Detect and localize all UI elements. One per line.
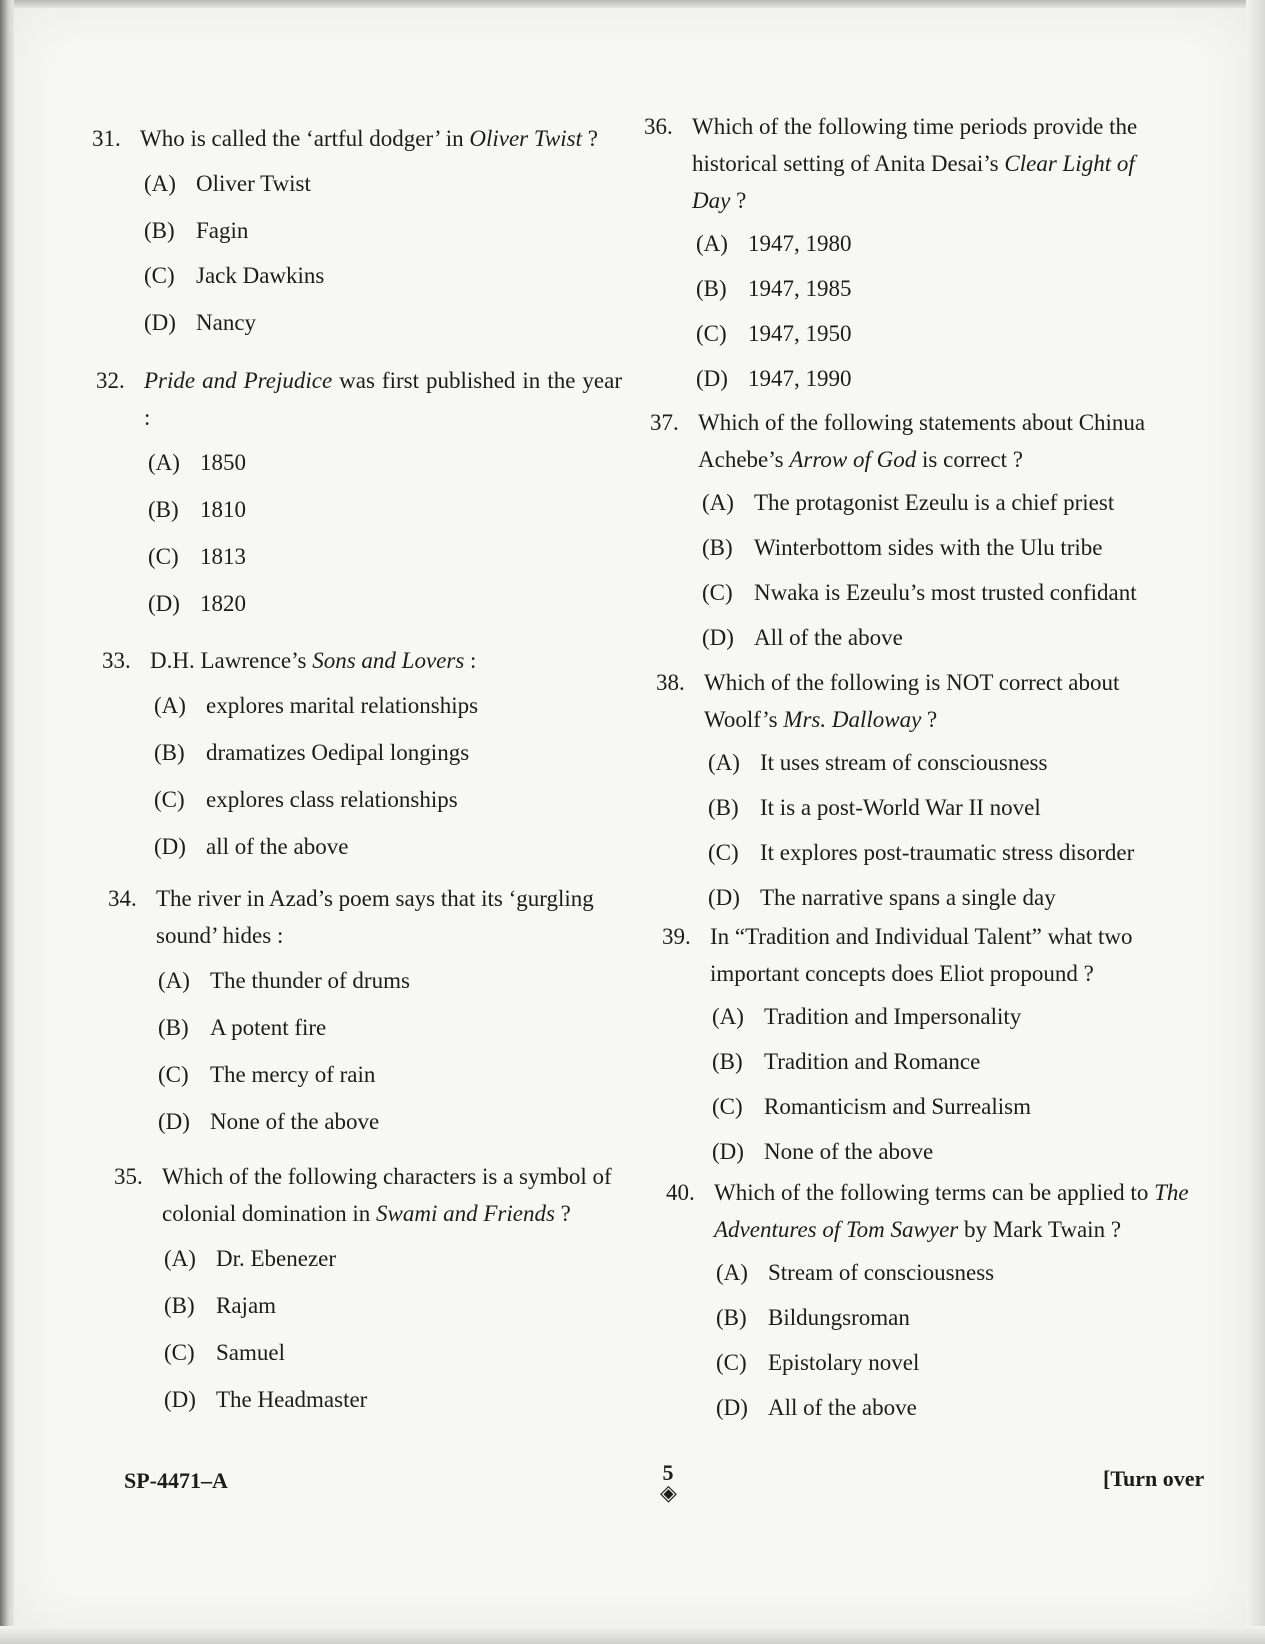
page-number [660, 1460, 677, 1505]
option-text: The thunder of drums [210, 968, 410, 993]
question-text: ? [921, 707, 938, 732]
option-label: (B) [158, 1015, 189, 1040]
option-text: Stream of consciousness [768, 1260, 995, 1285]
question-number: 31. [92, 126, 121, 151]
option-text: 1820 [200, 591, 246, 616]
option-label: (B) [708, 795, 739, 820]
question-text: D.H. Lawrence’s [150, 648, 313, 673]
question-38 [656, 664, 1196, 916]
paper-code: SP-4471–A [124, 1468, 228, 1493]
option-d[interactable] [696, 360, 1184, 397]
question-text: The river in Azad’s poem says that its ‘gurgling sound’ hides : [156, 886, 594, 948]
question-text: : [464, 648, 477, 673]
option-label: (A) [702, 490, 734, 515]
option-label: (C) [708, 840, 739, 865]
option-label: (A) [708, 750, 740, 775]
option-text: explores class relationships [206, 787, 458, 812]
option-text: Winterbottom sides with the Ulu tribe [754, 535, 1103, 560]
option-label: (D) [708, 885, 740, 910]
option-label: (B) [696, 276, 727, 301]
option-text: explores marital relationships [206, 693, 479, 718]
option-label: (A) [696, 231, 728, 256]
question-number: 32. [96, 368, 125, 393]
option-d[interactable] [164, 1381, 654, 1418]
option-text: dramatizes Oedipal longings [206, 740, 470, 765]
option-b[interactable] [696, 270, 1184, 307]
question-text: ? [730, 188, 747, 213]
option-c[interactable] [712, 1088, 1202, 1125]
option-text: all of the above [206, 834, 349, 859]
option-c[interactable] [696, 315, 1184, 352]
option-label: (C) [164, 1340, 195, 1365]
option-label: (B) [148, 497, 179, 522]
question-text-italic: The Adventures of Tom Sawyer [714, 1180, 1189, 1242]
option-text: Oliver Twist [196, 171, 311, 196]
question-text: Which of the following terms can be applied to [714, 1180, 1155, 1205]
option-label: (B) [164, 1293, 195, 1318]
option-text: Nancy [196, 310, 257, 335]
question-number: 40. [666, 1180, 695, 1205]
option-label: (B) [144, 218, 175, 243]
question-35 [114, 1158, 654, 1418]
option-text: 1810 [200, 497, 246, 522]
option-b[interactable] [712, 1043, 1202, 1080]
option-d[interactable] [702, 619, 1190, 656]
option-d[interactable] [148, 585, 636, 622]
option-label: (D) [712, 1139, 744, 1164]
page-number-text: 5 [662, 1460, 674, 1485]
option-d[interactable] [708, 879, 1196, 916]
question-number: 39. [662, 924, 691, 949]
option-label: (A) [158, 968, 190, 993]
option-text: It uses stream of consciousness [760, 750, 1048, 775]
option-text: Bildungsroman [768, 1305, 910, 1330]
option-text: 1850 [200, 450, 246, 475]
question-text-italic: Pride and Prejudice [144, 368, 333, 393]
scan-edge-bottom [0, 1626, 1265, 1644]
question-37 [650, 404, 1190, 656]
option-d[interactable] [154, 828, 642, 865]
option-label: (C) [716, 1350, 747, 1375]
option-text: 1947, 1985 [748, 276, 852, 301]
option-c[interactable] [144, 257, 632, 294]
question-text-italic: Clear Light of Day [692, 151, 1135, 213]
question-32 [96, 362, 636, 622]
option-text: Romanticism and Surrealism [764, 1094, 1032, 1119]
option-text: Fagin [196, 218, 249, 243]
option-label: (A) [164, 1246, 196, 1271]
option-label: (A) [148, 450, 180, 475]
option-text: Tradition and Romance [764, 1049, 981, 1074]
option-c[interactable] [164, 1334, 654, 1371]
question-33 [102, 642, 642, 865]
question-number: 36. [644, 114, 673, 139]
diamond-icon: ◈ [660, 1480, 677, 1505]
option-label: (B) [716, 1305, 747, 1330]
option-label: (A) [154, 693, 186, 718]
question-text: Which of the following time periods provide the historical setting of Anita Desai’s [692, 114, 1138, 176]
question-text: Who is called the ‘artful dodger’ in [140, 126, 470, 151]
question-number: 35. [114, 1164, 143, 1189]
option-label: (D) [144, 310, 176, 335]
option-text: Tradition and Impersonality [764, 1004, 1022, 1029]
option-text: None of the above [764, 1139, 934, 1164]
option-label: (D) [696, 366, 728, 391]
option-text: The Headmaster [216, 1387, 368, 1412]
question-text-italic: Mrs. Dalloway [783, 707, 922, 732]
option-b[interactable] [144, 212, 632, 249]
option-text: Jack Dawkins [196, 263, 325, 288]
option-text: Samuel [216, 1340, 285, 1365]
turn-over-note: [Turn over [1103, 1466, 1205, 1491]
scan-edge-right [1246, 0, 1265, 1644]
question-39 [662, 918, 1202, 1170]
option-a[interactable] [708, 744, 1196, 781]
scan-edge-top [0, 0, 1265, 8]
question-text: is correct ? [916, 447, 1023, 472]
question-text: Which of the following statements about Chinua Achebe’s [698, 410, 1146, 472]
question-31 [92, 120, 632, 341]
option-label: (C) [702, 580, 733, 605]
option-label: (C) [148, 544, 179, 569]
option-label: (A) [712, 1004, 744, 1029]
option-label: (D) [158, 1109, 190, 1134]
option-label: (C) [696, 321, 727, 346]
question-34 [108, 880, 648, 1140]
question-text: ? [554, 1201, 571, 1226]
option-text: All of the above [754, 625, 903, 650]
option-a[interactable] [696, 225, 1184, 262]
option-label: (B) [712, 1049, 743, 1074]
option-label: (D) [716, 1395, 748, 1420]
option-label: (C) [712, 1094, 743, 1119]
option-b[interactable] [164, 1287, 654, 1324]
option-b[interactable] [148, 491, 636, 528]
option-label: (C) [154, 787, 185, 812]
option-text: 1947, 1990 [748, 366, 852, 391]
option-label: (C) [144, 263, 175, 288]
question-text-italic: Arrow of God [789, 447, 917, 472]
option-d[interactable] [712, 1133, 1202, 1170]
option-d[interactable] [716, 1389, 1206, 1426]
option-c[interactable] [154, 781, 642, 818]
option-text: The mercy of rain [210, 1062, 376, 1087]
option-a[interactable] [144, 165, 632, 202]
question-text-italic: Oliver Twist [469, 126, 583, 151]
option-c[interactable] [158, 1056, 648, 1093]
question-number: 37. [650, 410, 679, 435]
option-label: (C) [158, 1062, 189, 1087]
option-text: Dr. Ebenezer [216, 1246, 337, 1271]
option-text: 1813 [200, 544, 246, 569]
question-text: was first published in the year : [144, 368, 622, 430]
option-label: (D) [702, 625, 734, 650]
question-text: Which of the following is NOT correct about Woolf’s [704, 670, 1120, 732]
question-36 [644, 108, 1184, 397]
question-text: In “Tradition and Individual Talent” what two important concepts does Eliot propound ? [710, 924, 1133, 986]
option-text: All of the above [768, 1395, 917, 1420]
option-label: (D) [148, 591, 180, 616]
option-label: (A) [716, 1260, 748, 1285]
option-text: Nwaka is Ezeulu’s most trusted confidant [754, 580, 1137, 605]
option-a[interactable] [716, 1254, 1206, 1291]
option-b[interactable] [716, 1299, 1206, 1336]
option-text: It is a post-World War II novel [760, 795, 1041, 820]
option-a[interactable] [148, 444, 636, 481]
option-c[interactable] [148, 538, 636, 575]
question-number: 38. [656, 670, 685, 695]
question-number: 33. [102, 648, 131, 673]
question-text: by Mark Twain ? [958, 1217, 1122, 1242]
option-a[interactable] [702, 484, 1190, 521]
option-d[interactable] [158, 1103, 648, 1140]
option-text: The protagonist Ezeulu is a chief priest [754, 490, 1115, 515]
option-label: (D) [154, 834, 186, 859]
option-a[interactable] [712, 998, 1202, 1035]
option-text: Rajam [216, 1293, 277, 1318]
option-c[interactable] [708, 834, 1196, 871]
option-c[interactable] [702, 574, 1190, 611]
question-number: 34. [108, 886, 137, 911]
option-a[interactable] [158, 962, 648, 999]
option-b[interactable] [158, 1009, 648, 1046]
option-text: 1947, 1950 [748, 321, 852, 346]
scan-edge-left [0, 0, 14, 1644]
question-text: ? [582, 126, 598, 151]
question-text-italic: Swami and Friends [376, 1201, 555, 1226]
option-text: 1947, 1980 [748, 231, 852, 256]
option-text: None of the above [210, 1109, 380, 1134]
question-40 [666, 1174, 1206, 1426]
option-c[interactable] [716, 1344, 1206, 1381]
option-label: (B) [702, 535, 733, 560]
option-b[interactable] [702, 529, 1190, 566]
option-b[interactable] [154, 734, 642, 771]
question-text-italic: Sons and Lovers [312, 648, 465, 673]
option-label: (B) [154, 740, 185, 765]
option-text: The narrative spans a single day [760, 885, 1056, 910]
option-text: Epistolary novel [768, 1350, 920, 1375]
option-b[interactable] [708, 789, 1196, 826]
option-label: (D) [164, 1387, 196, 1412]
option-a[interactable] [154, 687, 642, 724]
option-text: It explores post-traumatic stress disorder [760, 840, 1135, 865]
option-label: (A) [144, 171, 176, 196]
question-text: Which of the following characters is a symbol of colonial domination in [162, 1164, 612, 1226]
option-a[interactable] [164, 1240, 654, 1277]
option-d[interactable] [144, 304, 632, 341]
option-text: A potent fire [210, 1015, 327, 1040]
